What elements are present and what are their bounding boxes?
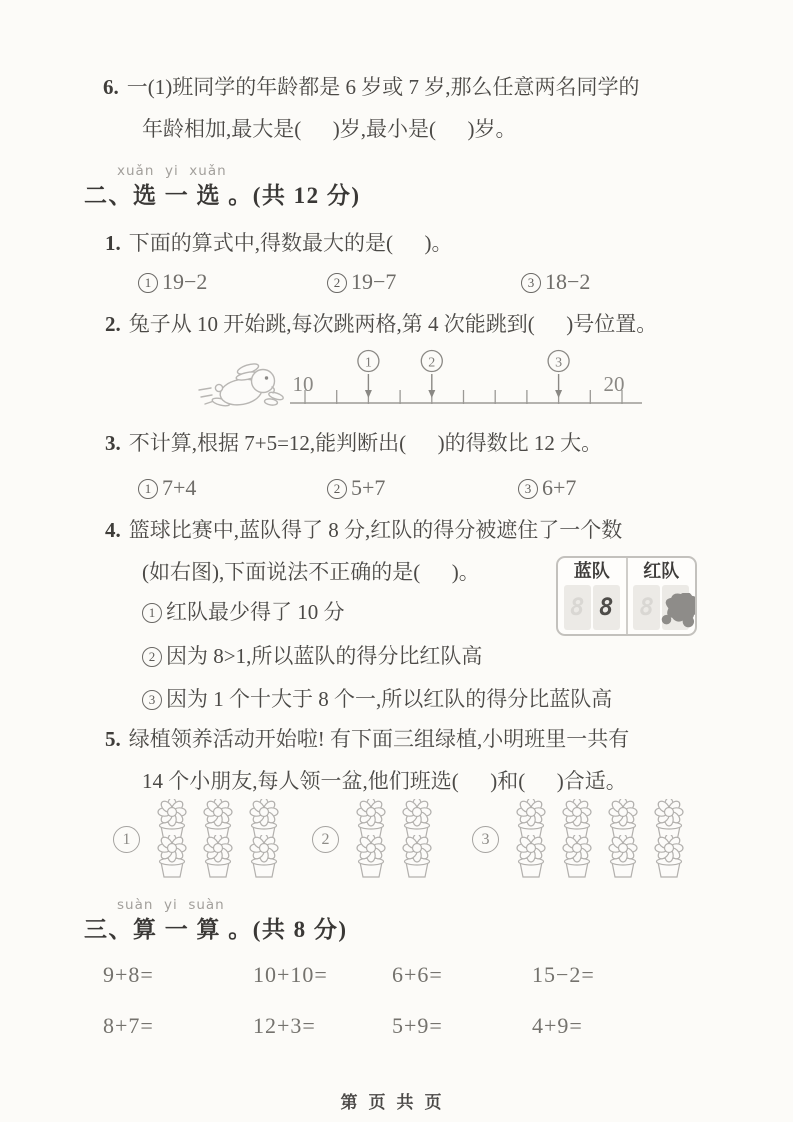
calc-expression: 15−2= xyxy=(532,962,595,987)
svg-text:1: 1 xyxy=(364,355,372,371)
question-6-line-2: 年龄相加,最大是( )岁,最小是( )岁。 xyxy=(142,117,517,141)
section-3-pinyin: suàn yi suàn xyxy=(117,897,225,913)
question-3-text: 不计算,根据 7+5=12,能判断出( )的得数比 12 大。 xyxy=(128,431,603,455)
question-1 xyxy=(105,230,453,256)
rabbit-icon xyxy=(197,352,297,414)
q4-option-1-text: 红队最少得了 10 分 xyxy=(166,600,345,624)
question-5-line-1 xyxy=(105,726,629,752)
q4-option-1 xyxy=(142,599,345,625)
circled-3-icon: 3 xyxy=(472,826,499,853)
question-2-text: 兔子从 10 开始跳,每次跳两格,第 4 次能跳到( )号位置。 xyxy=(128,312,658,336)
ink-blot-cover-icon xyxy=(657,593,695,633)
q1-option-3-text: 18−2 xyxy=(545,269,591,294)
question-2 xyxy=(105,311,657,337)
circled-2-icon: 2 xyxy=(142,647,162,667)
circled-1-icon: 1 xyxy=(142,603,162,623)
question-6-line-1 xyxy=(103,74,639,100)
plant-group-3-pots xyxy=(508,799,692,879)
scoreboard-red-cell xyxy=(626,558,696,634)
circled-2-icon: 2 xyxy=(312,826,339,853)
q4-option-3-text: 因为 1 个十大于 8 个一,所以红队的得分比蓝队高 xyxy=(166,687,613,711)
svg-text:20: 20 xyxy=(603,372,625,396)
calc-expression: 8+7= xyxy=(103,1013,154,1038)
question-4-line-1 xyxy=(105,517,622,543)
question-3 xyxy=(105,430,602,456)
circled-1-icon: 1 xyxy=(138,479,158,499)
blue-score-digit: 8 xyxy=(593,585,620,630)
calc-expression: 10+10= xyxy=(253,962,328,987)
circled-3-icon: 3 xyxy=(521,273,541,293)
question-6-number: 6. xyxy=(103,75,119,99)
calc-expression: 4+9= xyxy=(532,1013,583,1038)
succulent-pot-icon xyxy=(394,835,440,879)
q3-option-3-text: 6+7 xyxy=(542,475,577,500)
plant-group-2-pots xyxy=(348,799,440,879)
q1-option-2 xyxy=(327,268,396,296)
calc-expression: 12+3= xyxy=(253,1013,316,1038)
q3-option-3 xyxy=(518,474,576,502)
q1-option-1-text: 19−2 xyxy=(162,269,208,294)
calc-expression: 6+6= xyxy=(392,962,443,987)
calc-expression: 5+9= xyxy=(392,1013,443,1038)
succulent-pot-icon xyxy=(554,835,600,879)
q1-option-2-text: 19−7 xyxy=(351,269,397,294)
svg-text:10: 10 xyxy=(292,372,314,396)
q4-option-2-text: 因为 8>1,所以蓝队的得分比红队高 xyxy=(166,644,483,668)
question-3-number: 3. xyxy=(105,431,121,455)
question-5-number: 5. xyxy=(105,727,121,751)
red-team-label: 红队 xyxy=(643,561,680,581)
circled-3-icon: 3 xyxy=(518,479,538,499)
section-2-title: 二、选 一 选 。(共 12 分) xyxy=(84,183,361,208)
scoreboard-blue-cell xyxy=(558,558,626,634)
succulent-pot-icon xyxy=(149,835,195,879)
q3-option-2-text: 5+7 xyxy=(351,475,386,500)
question-4-text: 篮球比赛中,蓝队得了 8 分,红队的得分被遮住了一个数 xyxy=(128,518,623,542)
blue-team-label: 蓝队 xyxy=(573,561,610,581)
succulent-pot-icon xyxy=(348,835,394,879)
question-5-line-2: 14 个小朋友,每人领一盆,他们班选( )和( )合适。 xyxy=(142,769,627,793)
question-4-number: 4. xyxy=(105,518,121,542)
q4-option-2 xyxy=(142,643,482,669)
page-footer: 第页共页 xyxy=(340,1093,453,1112)
circled-1-icon: 1 xyxy=(113,826,140,853)
question-4-line-2: (如右图),下面说法不正确的是( )。 xyxy=(142,560,480,584)
question-2-number: 2. xyxy=(105,312,121,336)
succulent-pot-icon xyxy=(646,835,692,879)
number-line xyxy=(288,345,648,421)
ghost-digit: 8 xyxy=(564,585,591,630)
q3-option-2 xyxy=(327,474,385,502)
svg-text:2: 2 xyxy=(428,355,436,371)
ghost-digit: 8 xyxy=(633,585,660,630)
q1-option-3 xyxy=(521,268,590,296)
succulent-pot-icon xyxy=(241,835,287,879)
q3-option-1-text: 7+4 xyxy=(162,475,197,500)
circled-2-icon: 2 xyxy=(327,479,347,499)
section-3-title: 三、算 一 算 。(共 8 分) xyxy=(84,917,348,942)
q1-option-1 xyxy=(138,268,207,296)
q3-option-1 xyxy=(138,474,196,502)
question-5-text: 绿植领养活动开始啦! 有下面三组绿植,小明班里一共有 xyxy=(128,727,630,751)
scoreboard xyxy=(556,556,697,636)
plant-group-1-pots xyxy=(149,799,287,879)
circled-2-icon: 2 xyxy=(327,273,347,293)
succulent-pot-icon xyxy=(600,835,646,879)
svg-text:3: 3 xyxy=(555,355,563,371)
question-6-text: 一(1)班同学的年龄都是 6 岁或 7 岁,那么任意两名同学的 xyxy=(126,75,640,99)
succulent-pot-icon xyxy=(195,835,241,879)
calc-expression: 9+8= xyxy=(103,962,154,987)
q4-option-3 xyxy=(142,686,612,712)
section-2-pinyin: xuǎn yi xuǎn xyxy=(117,163,227,179)
question-1-number: 1. xyxy=(105,231,121,255)
circled-1-icon: 1 xyxy=(138,273,158,293)
succulent-pot-icon xyxy=(508,835,554,879)
question-1-text: 下面的算式中,得数最大的是( )。 xyxy=(128,231,453,255)
circled-3-icon: 3 xyxy=(142,690,162,710)
blue-team-digits xyxy=(562,585,622,630)
